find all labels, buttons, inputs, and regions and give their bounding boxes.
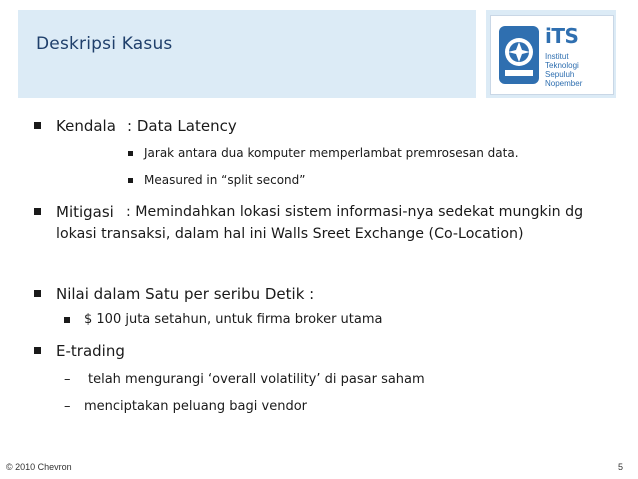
logo-line-2: Teknologi — [545, 61, 579, 70]
mitigasi-continuation: lokasi transaksi, dalam hal ini Walls Sreet Exchange (Co-Location) — [56, 226, 524, 242]
slide-title: Deskripsi Kasus — [36, 34, 173, 54]
square-bullet-icon — [64, 317, 70, 323]
logo-wordmark: iTS — [545, 24, 579, 48]
page-number: 5 — [618, 462, 624, 472]
square-bullet-icon — [34, 208, 41, 215]
footer-copyright: © 2010 Chevron — [6, 462, 72, 472]
square-bullet-icon — [128, 151, 133, 156]
logo-frame — [490, 15, 614, 95]
mitigasi-label: Mitigasi — [56, 203, 114, 221]
etrading-sub-1: telah mengurangi ‘overall volatility’ di pasar saham — [88, 372, 425, 387]
nilai-text: Nilai dalam Satu per seribu Detik : — [56, 285, 315, 303]
kendala-value: : Data Latency — [127, 117, 237, 135]
dash-bullet-icon: – — [64, 372, 71, 387]
square-bullet-icon — [34, 347, 41, 354]
etrading-text: E-trading — [56, 342, 125, 360]
kendala-sub-2: Measured in “split second” — [144, 173, 306, 187]
square-bullet-icon — [34, 122, 41, 129]
its-seal-icon — [497, 24, 541, 86]
its-logo — [486, 10, 616, 98]
kendala-sub-1: Jarak antara dua komputer memperlambat premrosesan data. — [144, 146, 519, 160]
logo-line-1: Institut — [545, 52, 569, 61]
square-bullet-icon — [34, 290, 41, 297]
kendala-label: Kendala — [56, 117, 116, 135]
mitigasi-value: : Memindahkan lokasi sistem informasi-nya sedekat mungkin dg — [126, 204, 584, 220]
logo-line-3: Sepuluh Nopember — [545, 70, 583, 88]
nilai-sub-1: $ 100 juta setahun, untuk firma broker utama — [84, 312, 383, 327]
slide-header — [18, 10, 476, 98]
etrading-sub-2: menciptakan peluang bagi vendor — [84, 399, 307, 414]
square-bullet-icon — [128, 178, 133, 183]
dash-bullet-icon: – — [64, 399, 71, 414]
